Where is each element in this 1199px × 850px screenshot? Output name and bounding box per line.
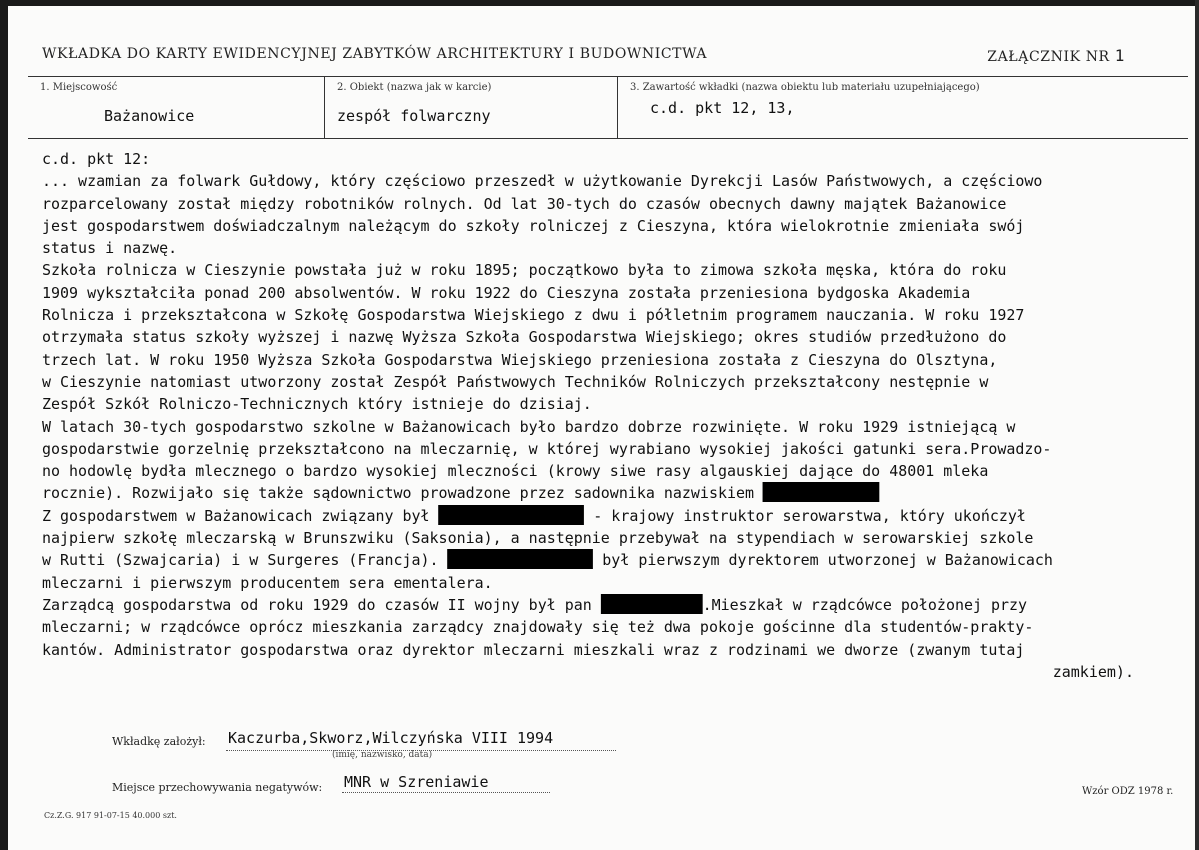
text-line <box>42 549 1170 571</box>
redacted-name <box>601 594 703 614</box>
field-content <box>617 77 1189 138</box>
text-segment: - krajowy instruktor serowarstwa, który ukończył <box>584 506 1026 525</box>
text-line <box>42 616 1170 638</box>
redacted-name <box>439 505 585 525</box>
text-segment: był pierwszym dyrektorem utworzonej w Bażanowicach <box>593 551 1053 570</box>
typed-body <box>42 148 1172 683</box>
text-segment: .Mieszkał w rządcówce położonej przy <box>702 595 1028 614</box>
text-line <box>42 326 1170 348</box>
field-object-value: zespół folwarczny <box>337 107 491 125</box>
text-segment: c.d. pkt 12: <box>42 150 151 168</box>
field-content-label: 3. Zawartość wkładki (nazwa obiektu lub materiału uzupełniającego) <box>630 82 980 93</box>
text-segment: trzech lat. W roku 1950 Wyższa Szkoła Gospodarstwa Wiejskiego przeniesiona została z Cieszyna do Olsztyna, <box>42 350 998 369</box>
text-segment: otrzymała status szkoły wyższej i nazwę Wyższa Szkoła Gospodarstwa Wiejskiego; okres studiów przedłużono do <box>42 328 1007 347</box>
template-label: Wzór ODZ 1978 r. <box>1082 786 1174 797</box>
text-segment: kantów. Administrator gospodarstwa oraz dyrektor mleczarni mieszkali wraz z rodzinami we dworze (zwanym tutaj <box>42 640 1025 659</box>
text-segment: Szkoła rolnicza w Cieszynie powstała już w roku 1895; początkowo była to zimowa szkoła męska, która do roku <box>42 261 1007 280</box>
text-line <box>42 371 1170 393</box>
field-object-label: 2. Obiekt (nazwa jak w karcie) <box>337 82 492 93</box>
text-line <box>42 237 1170 259</box>
text-line <box>42 482 1170 504</box>
text-segment: 1909 wykształciła ponad 200 absolwentów. W roku 1922 do Cieszyna została przeniesiona bydgoska Akademia <box>42 283 971 302</box>
text-segment: status i nazwę. <box>42 239 178 258</box>
text-line <box>42 416 1170 438</box>
field-locality-label: 1. Miejscowość <box>40 82 118 93</box>
annex-label <box>987 46 1125 65</box>
text-segment: mleczarni i pierwszym producentem sera ementalera. <box>42 573 493 592</box>
scan-border-left <box>0 0 8 850</box>
text-segment: zamkiem). <box>1052 662 1134 681</box>
text-line <box>42 259 1170 281</box>
text-line <box>42 170 1170 192</box>
text-segment: ... wzamian za folwark Gułdowy, który częściowo przeszedł w użytkowanie Dyrekcji Lasów Państwowych, a częściowo <box>42 172 1043 191</box>
text-line <box>42 438 1170 460</box>
annex-number: 1 <box>1114 46 1125 65</box>
text-line <box>42 349 1170 371</box>
field-object <box>324 77 618 138</box>
negatives-label: Miejsce przechowywania negatywów: <box>112 781 323 794</box>
field-locality-value: Bażanowice <box>104 107 195 125</box>
text-line <box>42 460 1170 482</box>
redacted-name <box>448 549 594 569</box>
text-line <box>42 505 1170 527</box>
negatives-value: MNR w Szreniawie <box>344 773 489 791</box>
annex-label-text: ZAŁĄCZNIK NR <box>987 49 1110 65</box>
text-line <box>42 639 1170 661</box>
text-segment: najpierw szkołę mleczarską w Brunszwiku (Saksonia), a następnie przebywał na stypendiach w serowarskiej szkole <box>42 529 1034 548</box>
card-title: WKŁADKA DO KARTY EWIDENCYJNEJ ZABYTKÓW ARCHITEKTURY I BUDOWNICTWA <box>42 46 708 62</box>
text-line <box>42 661 1172 683</box>
text-segment: Z gospodarstwem w Bażanowicach związany był <box>42 506 439 525</box>
text-line <box>42 215 1170 237</box>
text-segment: Zarządcą gospodarstwa od roku 1929 do czasów II wojny był pan <box>42 595 601 614</box>
text-segment: w Cieszynie natomiast utworzony został Zespół Państwowych Techników Rolniczych przekształcony nestępnie w <box>42 372 989 391</box>
field-content-value: c.d. pkt 12, 13, <box>650 99 795 117</box>
text-line <box>42 572 1170 594</box>
text-segment: rozparcelowany został między robotników rolnych. Od lat 30-tych do czasów obecnych dawny majątek Bażanowice <box>42 194 1007 213</box>
field-locality <box>28 77 324 138</box>
text-line <box>42 282 1170 304</box>
text-line <box>42 148 1170 170</box>
text-line <box>42 393 1170 415</box>
text-segment: rocznie). Rozwijało się także sądownictwo prowadzone przez sadownika nazwiskiem <box>42 484 764 503</box>
text-line <box>42 304 1170 326</box>
text-segment: Rolnicza i przekształcona w Szkołę Gospodarstwa Wiejskiego z dwu i półletnim programem nauczania. W roku 1927 <box>42 306 1025 325</box>
author-hint: (imię, nazwisko, data) <box>332 750 433 760</box>
text-line <box>42 527 1170 549</box>
text-segment: gospodarstwie gorzelnię przekształcono na mleczarnię, w której wyrabiano wysokiej jakości gatunki sera.Prowadzo- <box>42 439 1052 458</box>
redacted-name <box>763 482 880 502</box>
text-line <box>42 193 1170 215</box>
text-segment: w Rutti (Szwajcaria) i w Surgeres (Francja). <box>42 551 448 570</box>
print-code: Cz.Z.G. 917 91-07-15 40.000 szt. <box>44 811 177 820</box>
text-segment: Zespół Szkół Rolniczo-Technicznych który istnieje do dzisiaj. <box>42 395 592 414</box>
text-segment: W latach 30-tych gospodarstwo szkolne w Bażanowicach było bardzo dobrze rozwinięte. W roku 1929 istniejącą w <box>42 417 1016 436</box>
text-segment: no hodowlę bydła mlecznego o bardzo wysokiej mleczności (krowy siwe rasy algauskiej dające do 48001 mleka <box>42 462 989 481</box>
text-segment: jest gospodarstwem doświadczalnym należącym do szkoły rolniczej z Cieszyna, która wielokrotnie zmieniała swój <box>42 216 1025 235</box>
text-segment: mleczarni; w rządcówce oprócz mieszkania zarządcy znajdowały się też dwa pokoje gościnne dla studentów-prakty- <box>42 618 1034 637</box>
header-fields <box>28 76 1188 139</box>
author-value: Kaczurba,Skworz,Wilczyńska VIII 1994 <box>228 729 554 747</box>
author-label: Wkładkę założył: <box>112 735 206 748</box>
scan-border-right <box>1195 0 1199 850</box>
text-line <box>42 594 1170 616</box>
negatives-dotline <box>342 792 550 793</box>
scan-border-top <box>0 0 1199 6</box>
